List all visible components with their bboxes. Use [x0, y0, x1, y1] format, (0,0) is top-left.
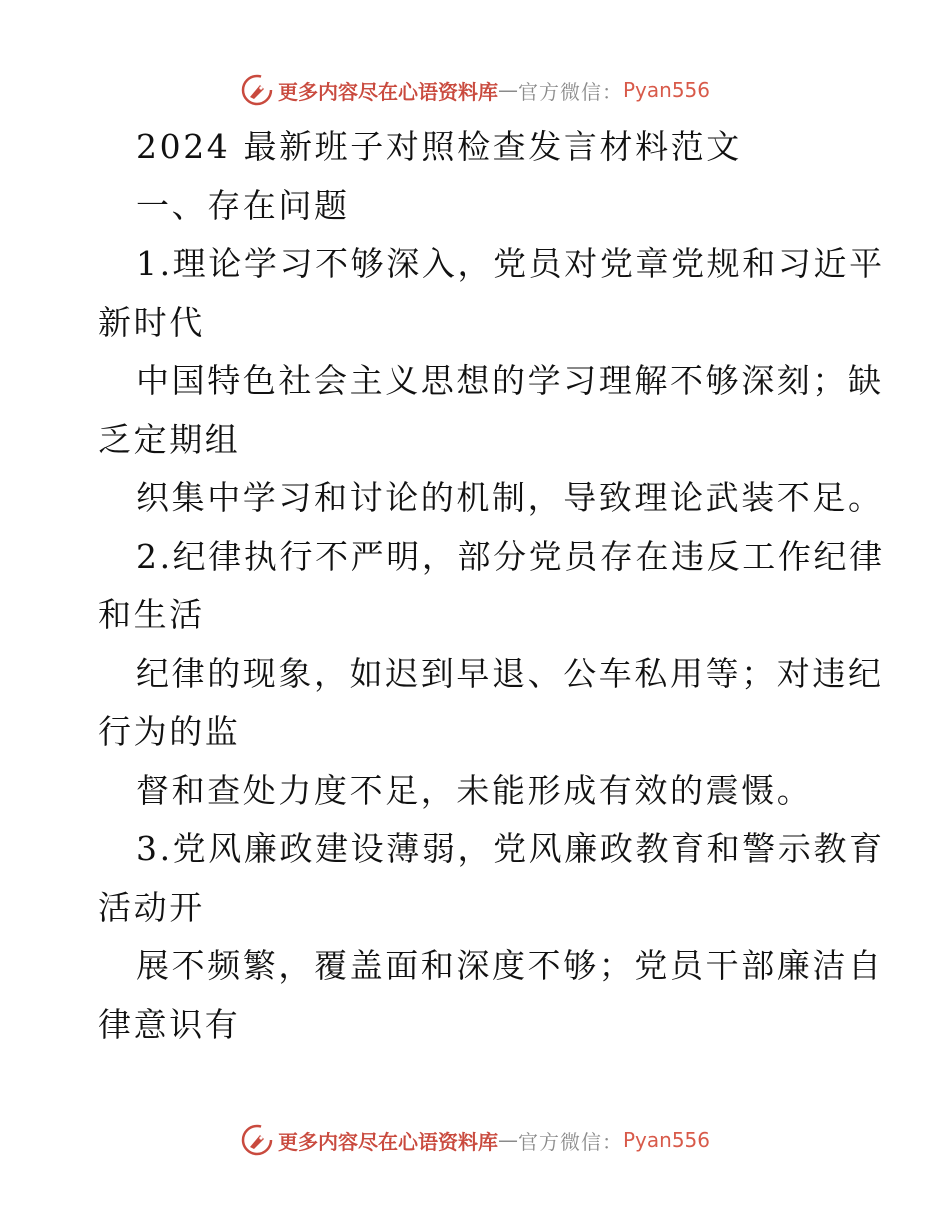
- watermark-id: Pyan556: [622, 1128, 710, 1152]
- paragraph-line: 新时代: [98, 302, 205, 342]
- header-watermark: [0, 70, 950, 110]
- paragraph-line: 3.党风廉政建设薄弱，党风廉政教育和警示教育: [136, 829, 885, 868]
- paragraph-line: 织集中学习和讨论的机制，导致理论武装不足。: [136, 478, 884, 517]
- paragraph-line: 和生活: [98, 595, 205, 634]
- section-heading: 一、存在问题: [136, 185, 350, 225]
- watermark-id: Pyan556: [622, 78, 710, 102]
- pen-nib-logo-icon: [240, 1123, 274, 1157]
- paragraph-line: 律意识有: [98, 1004, 241, 1044]
- paragraph-line: 督和查处力度不足，未能形成有效的震慑。: [136, 770, 813, 810]
- paragraph-line: 活动开: [98, 887, 205, 927]
- watermark-label: 官方微信：: [517, 1129, 623, 1154]
- paragraph-line: 纪律的现象，如迟到早退、公车私用等；对违纪: [136, 653, 884, 693]
- watermark-label: 官方微信：: [517, 79, 623, 104]
- document-title: 2024 最新班子对照检查发言材料范文: [136, 127, 742, 166]
- watermark-separator: —: [497, 78, 518, 102]
- paragraph-line: 乏定期组: [98, 419, 241, 459]
- watermark-main-text: 更多内容尽在心语资料库: [277, 79, 498, 104]
- paragraph-line: 2.纪律执行不严明，部分党员存在违反工作纪律: [136, 536, 885, 576]
- footer-watermark: [0, 1120, 950, 1160]
- paragraph-line: 行为的监: [98, 712, 241, 751]
- pen-nib-logo-icon: [240, 73, 274, 107]
- watermark-separator: —: [497, 1128, 518, 1152]
- paragraph-line: 1.理论学习不够深入，党员对党章党规和习近平: [136, 244, 885, 283]
- paragraph-line: 展不频繁，覆盖面和深度不够；党员干部廉洁自: [136, 946, 884, 985]
- document-body: [98, 118, 885, 1054]
- paragraph-line: 中国特色社会主义思想的学习理解不够深刻；缺: [136, 361, 884, 400]
- watermark-main-text: 更多内容尽在心语资料库: [277, 1129, 498, 1154]
